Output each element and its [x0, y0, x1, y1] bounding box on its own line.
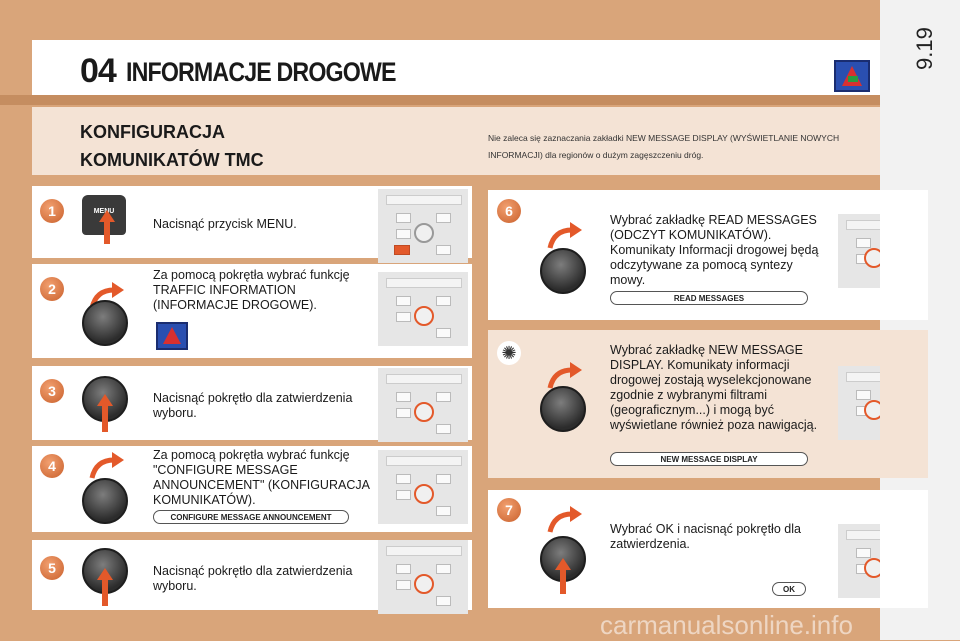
arrow-up-icon-head — [99, 210, 115, 222]
rotary-knob — [82, 478, 128, 524]
step-4-text: Za pomocą pokrętła wybrać funkcję "CONFIGURE MESSAGE ANNOUNCEMENT" (KONFIGURACJA KOMUNIKATÓW). — [153, 448, 370, 507]
chapter-title: INFORMACJE DROGOWE — [126, 57, 396, 87]
read-messages-pill: READ MESSAGES — [610, 291, 808, 305]
watermark: carmanualsonline.info — [600, 610, 853, 640]
arrow-up-icon — [102, 578, 108, 606]
page-number: 9.19 — [912, 27, 937, 70]
step-number: 2 — [40, 277, 64, 301]
menu-button: MENU — [82, 195, 126, 235]
configure-message-announcement-pill: CONFIGURE MESSAGE ANNOUNCEMENT — [153, 510, 349, 524]
rotary-knob — [540, 386, 586, 432]
step-number: 6 — [497, 199, 521, 223]
new-message-display-pill: NEW MESSAGE DISPLAY — [610, 452, 808, 466]
arrow-up-icon — [560, 568, 566, 594]
step-3-text: Nacisnąć pokrętło dla zatwierdzenia wyboru. — [153, 391, 353, 420]
section-title — [80, 118, 264, 174]
radio-panel-illustration — [378, 450, 468, 524]
radio-panel-illustration — [838, 214, 880, 288]
radio-panel-illustration — [378, 272, 468, 346]
new-message-display-text: Wybrać zakładkę NEW MESSAGE DISPLAY. Komunikaty informacji drogowej zostają wyselekcjonowane zgodnie z wybranymi filtrami (geograficznym...) i mogą być wyświetlane również poza nawigacją. — [610, 343, 818, 432]
arrow-up-icon-head — [97, 394, 113, 406]
arrow-up-icon-head — [555, 558, 571, 570]
section-title-line2: KOMUNIKATÓW TMC — [80, 150, 264, 170]
radio-panel-illustration — [378, 540, 468, 614]
arrow-up-icon — [102, 404, 108, 432]
ok-pill: OK — [772, 582, 806, 596]
step-7-text: Wybrać OK i nacisnąć pokrętło dla zatwierdzenia. — [610, 522, 801, 551]
step-number: 5 — [40, 556, 64, 580]
rotary-knob — [540, 248, 586, 294]
traffic-info-icon — [156, 322, 188, 350]
traffic-info-icon — [834, 60, 870, 92]
car-icon — [848, 76, 858, 82]
radio-panel-illustration — [378, 368, 468, 442]
radio-panel-illustration — [378, 189, 468, 263]
step-number: 3 — [40, 379, 64, 403]
radio-panel-illustration — [838, 524, 880, 598]
sun-icon: ✺ — [497, 341, 521, 365]
step-6-text: Wybrać zakładkę READ MESSAGES (ODCZYT KOMUNIKATÓW). Komunikaty Informacji drogowej będą odczytywane za pomocą syntezy mowy. — [610, 213, 819, 287]
warning-triangle-icon — [163, 327, 181, 344]
rotary-knob — [82, 300, 128, 346]
step-2-text: Za pomocą pokrętła wybrać funkcję TRAFFIC INFORMATION (INFORMACJE DROGOWE). — [153, 268, 350, 312]
rotate-arrow-icon — [546, 506, 582, 536]
step-number: 7 — [497, 498, 521, 522]
step-number: 4 — [40, 454, 64, 478]
section-title-line1: KONFIGURACJA — [80, 122, 226, 142]
arrow-up-icon-head — [97, 568, 113, 580]
step-1-text: Nacisnąć przycisk MENU. — [153, 217, 297, 231]
header-shadow — [0, 95, 880, 105]
radio-panel-illustration — [838, 366, 880, 440]
step-number: 1 — [40, 199, 64, 223]
chapter-number: 04 — [80, 52, 116, 90]
intro-note: Nie zaleca się zaznaczania zakładki NEW MESSAGE DISPLAY (WYŚWIETLANIE NOWYCH INFORMACJI) dla regionów o dużym zagęszczeniu dróg. — [488, 133, 840, 160]
step-5-text: Nacisnąć pokrętło dla zatwierdzenia wyboru. — [153, 564, 353, 593]
